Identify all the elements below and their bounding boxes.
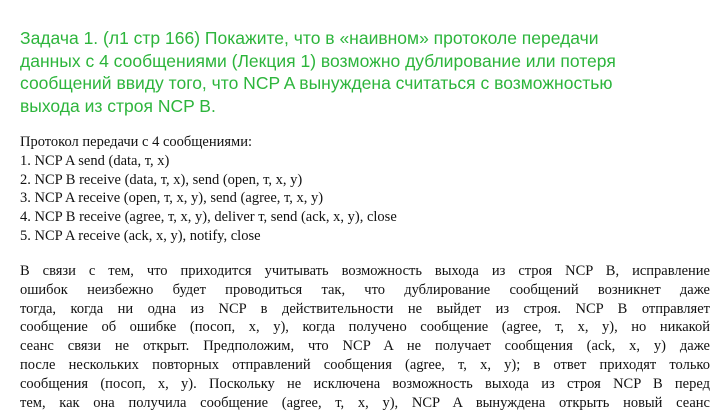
task-title-line: данных с 4 сообщениями (Лекция 1) возможно дублирование или потеря: [20, 50, 616, 71]
task-title: [20, 27, 710, 117]
task-title-line: Задача 1. (л1 стр 166) Покажите, что в «наивном» протоколе передачи: [20, 28, 599, 48]
paragraph-line: В связи с тем, что приходится учитывать возможность выхода из строя NCP B, исправление: [20, 263, 710, 279]
paragraph-line: сеанс связи не открыт. Предположим, что NCP A не получает сообщения (ack, x, y) даже: [20, 338, 710, 355]
protocol-step: 2. NCP B receive (data, т, x), send (open, т, x, y): [20, 171, 303, 188]
protocol-step: 1. NCP A send (data, т, x): [20, 152, 170, 169]
explanation-paragraph: [20, 262, 710, 412]
paragraph-line: после нескольких повторных отправлений сообщения (agree, т, x, y); в ответ приходят только: [20, 356, 710, 373]
paragraph-line: ошибок неизбежно будет проводиться так, что дублирование сообщений возникнет даже: [20, 281, 710, 298]
protocol-step: 5. NCP A receive (ack, x, y), notify, close: [20, 227, 261, 244]
paragraph-line: сообщения (посоп, x, y). Поскольку не исключена возможность выхода из строя NCP B перед: [20, 375, 710, 392]
protocol-list: [20, 133, 710, 246]
task-title-line: сообщений ввиду того, что NCP A вынуждена считаться с возможностью: [20, 73, 613, 93]
protocol-step: 3. NCP A receive (open, т, x, y), send (agree, т, x, y): [20, 190, 324, 207]
protocol-step: 4. NCP B receive (agree, т, x, y), deliver т, send (ack, x, y), close: [20, 209, 397, 226]
protocol-heading: Протокол передачи с 4 сообщениями:: [20, 134, 253, 150]
task-title-line: выхода из строя NCP B.: [20, 95, 216, 116]
paragraph-line: тем, как она получила сообщение (agree, т, x, y), NCP A вынуждена открыть новый сеанс: [20, 394, 710, 411]
paragraph-line: сообщение об ошибке (посоп, x, y), когда получено сообщение (agree, т, x, y), но никакой: [20, 319, 710, 336]
paragraph-line: тогда, когда ни одна из NCP в действительности не выйдет из строя. NCP B отправляет: [20, 300, 710, 317]
